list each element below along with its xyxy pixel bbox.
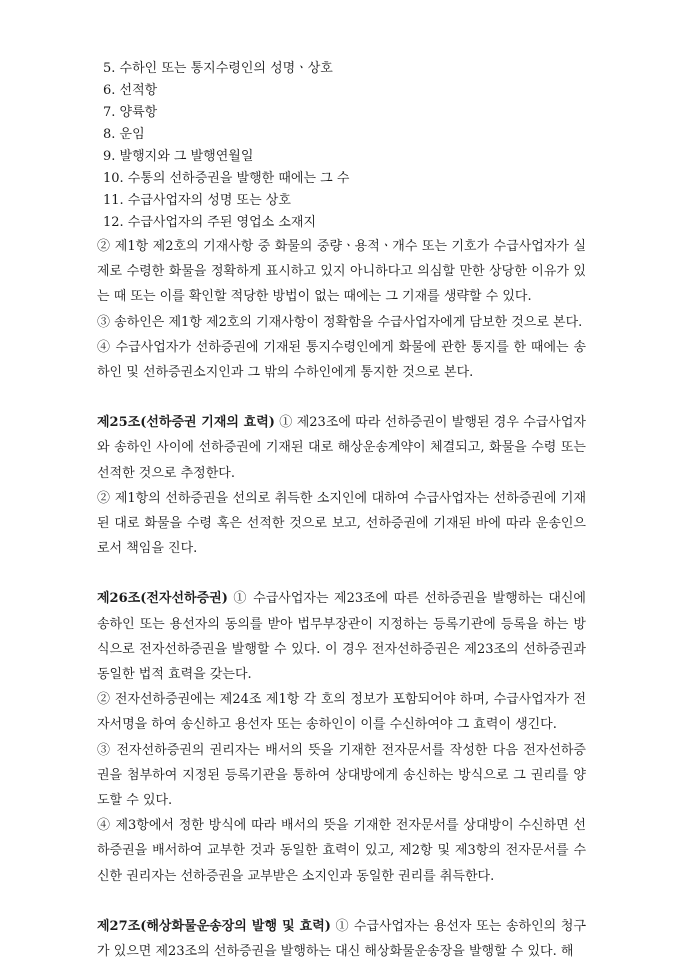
article-25-paragraph-1 <box>97 410 586 486</box>
list-item: 8. 운임 <box>103 127 145 142</box>
section-gap <box>97 385 586 410</box>
article-25-paragraph-2: ② 제1항의 선하증권을 선의로 취득한 소지인에 대하여 수급사업자는 선하증권에 기재된 대로 화물을 수령 혹은 선적한 것으로 보고, 선하증권에 기재된 바에 따라 운송인으로서 책임을 진다. <box>97 490 586 557</box>
section-gap <box>97 561 586 586</box>
article-24-item-list <box>97 58 586 234</box>
article-27-heading: 제27조(해상화물운송장의 발행 및 효력) <box>97 918 331 934</box>
article-27-paragraph-1-text: ① 수급사업자는 용선자 또는 송하인의 청구가 있으면 제23조의 선하증권을 발행하는 대신 해상화물운송장을 발행할 수 있다. 해 <box>97 918 586 960</box>
article-26-paragraph-2: ② 전자선하증권에는 제24조 제1항 각 호의 정보가 포함되어야 하며, 수급사업자가 전자서명을 하여 송신하고 용선자 또는 송하인이 이를 수신하여야 그 효력이 생긴다. <box>97 692 587 733</box>
article-24-paragraph-3: ③ 송하인은 제1항 제2호의 기재사항이 정확함을 수급사업자에게 담보한 것으로 본다. <box>97 314 583 330</box>
article-24-paragraph-2: ② 제1항 제2호의 기재사항 중 화물의 중량ㆍ용적ㆍ개수 또는 기호가 수급사업자가 실제로 수령한 화물을 정확하게 표시하고 있지 아니하다고 의심할 만한 상당한 이유가 있는 때 또는 이를 확인할 적당한 방법이 없는 때에는 그 기재를 생략할 수 있다. <box>97 239 586 305</box>
article-24-paragraph-4: ④ 수급사업자가 선하증권에 기재된 통지수령인에게 화물에 관한 통지를 한 때에는 송하인 및 선하증권소지인과 그 밖의 수하인에게 통지한 것으로 본다. <box>97 339 586 381</box>
article-25-heading: 제25조(선하증권 기재의 효력) <box>97 415 275 431</box>
list-item: 9. 발행지와 그 발행연월일 <box>103 149 254 164</box>
article-26-paragraph-1 <box>97 586 586 687</box>
list-item: 11. 수급사업자의 성명 또는 상호 <box>103 193 291 208</box>
list-item: 12. 수급사업자의 주된 영업소 소재지 <box>103 215 317 230</box>
article-26-paragraph-3: ③ 전자선하증권의 권리자는 배서의 뜻을 기재한 전자문서를 작성한 다음 전자선하증권을 첨부하여 지정된 등록기관을 통하여 상대방에게 송신하는 방식으로 그 권리를 양도할 수 있다. <box>97 742 586 809</box>
list-item: 7. 양륙항 <box>103 105 158 120</box>
list-item: 6. 선적항 <box>103 83 158 98</box>
list-item: 10. 수통의 선하증권을 발행한 때에는 그 수 <box>103 171 350 186</box>
article-26-paragraph-1-text: ① 수급사업자는 제23조에 따른 선하증권을 발행하는 대신에 송하인 또는 용선자의 동의를 받아 법무부장관이 지정하는 등록기관에 등록을 하는 방식으로 전자선하증권을 발행할 수 있다. 이 경우 전자선하증권은 제23조의 선하증권과 동일한 법적 효력을 갖는다. <box>97 591 586 683</box>
article-26-heading: 제26조(전자선하증권) <box>97 591 228 607</box>
article-25-paragraph-1-text: ① 제23조에 따라 선하증권이 발행된 경우 수급사업자와 송하인 사이에 선하증권에 기재된 대로 해상운송계약이 체결되고, 화물을 수령 또는 선적한 것으로 추정한다. <box>97 415 586 481</box>
list-item: 5. 수하인 또는 통지수령인의 성명ㆍ상호 <box>103 61 333 76</box>
article-27-paragraph-1 <box>97 914 586 964</box>
article-26-paragraph-4: ④ 제3항에서 정한 방식에 따라 배서의 뜻을 기재한 전자문서를 상대방이 수신하면 선하증권을 배서하여 교부한 것과 동일한 효력이 있고, 제2항 및 제3항의 전자문서를 수신한 권리자는 선하증권을 교부받은 소지인과 동일한 권리를 취득한다. <box>97 818 586 884</box>
section-gap <box>97 889 586 914</box>
